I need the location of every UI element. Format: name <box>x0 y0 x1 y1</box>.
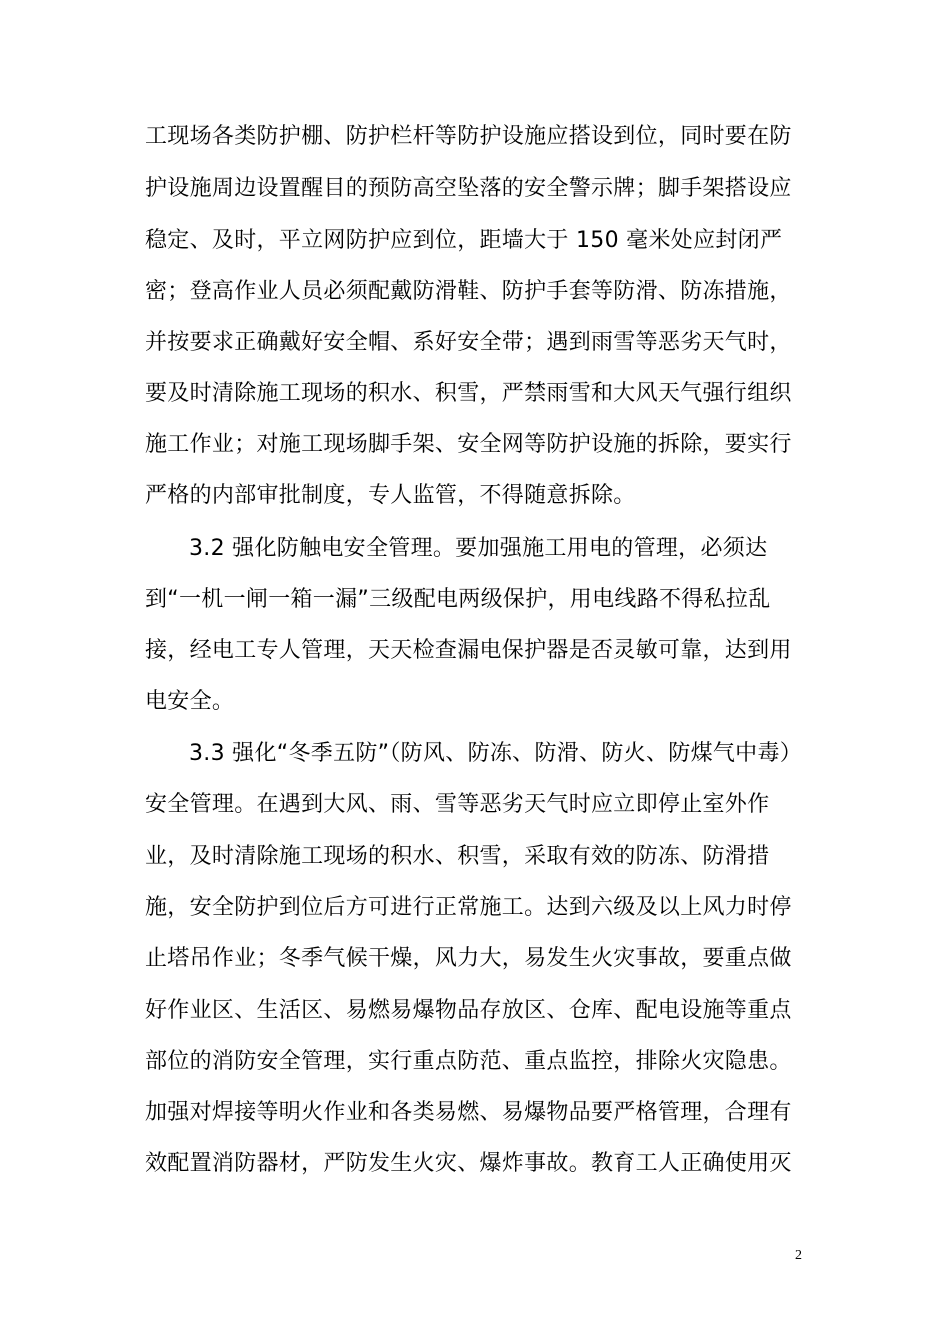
text-line: 安全管理。在遇到大风、雨、雪等恶劣天气时应立即停止室外作 <box>145 792 770 817</box>
text-line: 要及时清除施工现场的积水、积雪，严禁雨雪和大风天气强行组织 <box>145 381 792 406</box>
text-line: 施工作业；对施工现场脚手架、安全网等防护设施的拆除，要实行 <box>145 432 792 457</box>
text-line: 止塔吊作业；冬季气候干燥，风力大，易发生火灾事故，要重点做 <box>145 946 792 971</box>
text-line: 加强对焊接等明火作业和各类易燃、易爆物品要严格管理，合理有 <box>145 1100 792 1125</box>
page-number: 2 <box>795 1248 802 1263</box>
text-line: 部位的消防安全管理，实行重点防范、重点监控，排除火灾隐患。 <box>145 1049 792 1074</box>
section-heading-3-3: 3.3 强化“冬季五防”（防风、防冻、防滑、防火、防煤气中毒） <box>189 741 803 766</box>
text-line: 护设施周边设置醒目的预防高空坠落的安全警示牌；脚手架搭设应 <box>145 176 792 201</box>
text-line: 电安全。 <box>145 689 235 714</box>
text-line: 工现场各类防护棚、防护栏杆等防护设施应搭设到位，同时要在防 <box>145 124 792 149</box>
text-line: 好作业区、生活区、易燃易爆物品存放区、仓库、配电设施等重点 <box>145 998 792 1023</box>
text-line: 严格的内部审批制度，专人监管，不得随意拆除。 <box>145 483 636 508</box>
text-line: 效配置消防器材，严防发生火灾、爆炸事故。教育工人正确使用灭 <box>145 1151 792 1176</box>
text-line: 稳定、及时，平立网防护应到位，距墙大于 150 毫米处应封闭严 <box>145 228 783 253</box>
text-line: 接，经电工专人管理，天天检查漏电保护器是否灵敏可靠，达到用 <box>145 638 792 663</box>
section-heading-3-2: 3.2 强化防触电安全管理。要加强施工用电的管理，必须达 <box>189 536 768 561</box>
text-line: 到“一机一闸一箱一漏”三级配电两级保护，用电线路不得私拉乱 <box>145 587 771 612</box>
text-line: 密；登高作业人员必须配戴防滑鞋、防护手套等防滑、防冻措施， <box>145 279 792 304</box>
text-line: 施，安全防护到位后方可进行正常施工。达到六级及以上风力时停 <box>145 895 792 920</box>
text-line: 业，及时清除施工现场的积水、积雪，采取有效的防冻、防滑措 <box>145 844 770 869</box>
text-line: 并按要求正确戴好安全帽、系好安全带；遇到雨雪等恶劣天气时， <box>145 330 792 355</box>
